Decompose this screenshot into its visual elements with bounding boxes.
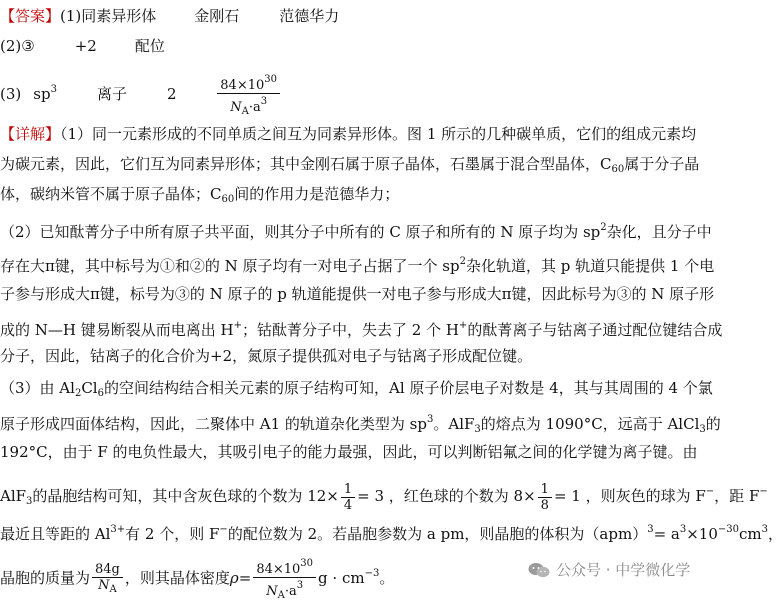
explain-p2-line-1: （2）已知酞菁分子中所有原子共平面，则其分子中所有的 C 原子和所有的 N 原子均为 $sp^2$杂化，且分子中 [0, 222, 712, 241]
explain-p2-line-3: 子参与形成大π键，标号为③的 N 原子的 p 轨道能提供一对电子参与形成大π键，因此标号为③的 N 原子形 [0, 285, 715, 303]
wechat-icon [528, 562, 550, 578]
explain-p1-line-1: 【详解】（1）同一元素形成的不同单质之间互为同素异形体。图 1 所示的几种碳单质，它们的组成元素均 [0, 125, 697, 143]
explain-p3-line-1: （3）由 $Al_2Cl_6$的空间结构结合相关元素的原子结构可知，Al 原子价层电子对数是 4，其与其周围的 4 个氯 [0, 379, 713, 399]
explain-label: 【详解】 [0, 125, 61, 143]
explain-p2-line-5: 分子，因此，钴离子的化合价为+2，氮原子提供孤对电子与钴离子形成配位键。 [0, 347, 533, 365]
explain-p3-line-2: 原子形成四面体结构，因此，二聚体中 A1 的轨道杂化类型为 $sp^3$。AlF$_3$的熔点为 1090°C，远高于 AlCl$_3$的 [0, 414, 721, 435]
explain-p3-line-6: 晶胞的质量为 $\frac{84g}{N_A}$ ，则其晶体密度ρ= $\frac{84\times 10^{30}}{N_A\cdot a^3}$ $g \cdot cm^{-3}$。 [0, 557, 395, 601]
answer-line-3: (3) $sp^3$ 离子 2 $\frac{84\times 10^{30}}{N_A\cdot a^3}$ [0, 70, 282, 119]
fraction-one-quarter: $\frac{1}{4}$ [341, 482, 355, 513]
fraction-cell-mass: $\frac{84g}{N_A}$ [92, 562, 123, 597]
explain-p1-line-2: 为碳元素，因此，它们互为同素异形体；其中金刚石属于原子晶体，石墨属于混合型晶体，$C_{60}$属于分子晶 [0, 155, 700, 175]
explain-p3-line-3: 192°C，由于 F 的电负性最大，其吸引电子的能力最强，因此，可以判断铝氟之间的化学键为离子键。由 [0, 443, 698, 461]
wechat-watermark [528, 559, 690, 580]
answer-line-2: (2)③ +2 配位 [0, 37, 165, 55]
watermark-text: 公众号 · 中学微化学 [556, 561, 691, 579]
answer-line-1: 【答案】(1)同素异形体 金刚石 范德华力 [0, 7, 340, 25]
answer-density-fraction: $\frac{84\times 10^{30}}{N_A\cdot a^3}$ [217, 72, 280, 119]
explain-p2-line-4: 成的 N—H 键易断裂从而电离出 H+；钴酞菁分子中，失去了 2 个 H+的酞菁离子与钴离子通过配位键结合成 [0, 320, 723, 339]
explain-p3-line-5: 最近且等距的 $Al^{3+}$有 2 个，则 F−的配位数为 2。若晶胞参数为 a pm，则晶胞的体积为$(apm)^3= a^3\times 10^{-30}cm^3$， [0, 524, 783, 543]
fraction-density: $\frac{84\times 10^{30}}{N_A\cdot a^3}$ [253, 556, 316, 603]
fraction-one-eighth: $\frac{1}{8}$ [538, 482, 552, 513]
explain-p2-line-2: 存在大π键，其中标号为①和②的 N 原子均有一对电子占据了一个 $sp^2$杂化轨道，其 p 轨道只能提供 1 个电 [0, 256, 715, 275]
explain-p1-line-3: 体，碳纳米管不属于原子晶体；$C_{60}$间的作用力是范德华力； [0, 185, 400, 205]
explain-p3-line-4: AlF$_3$的晶胞结构可知，其中含灰色球的个数为 12× $\frac{1}{4}$ = 3 ，红色球的个数为 8× $\frac{1}{8}$ = 1 ，则灰色的球为 F−，距 F− [0, 481, 768, 513]
answer-label: 【答案】 [0, 7, 61, 25]
